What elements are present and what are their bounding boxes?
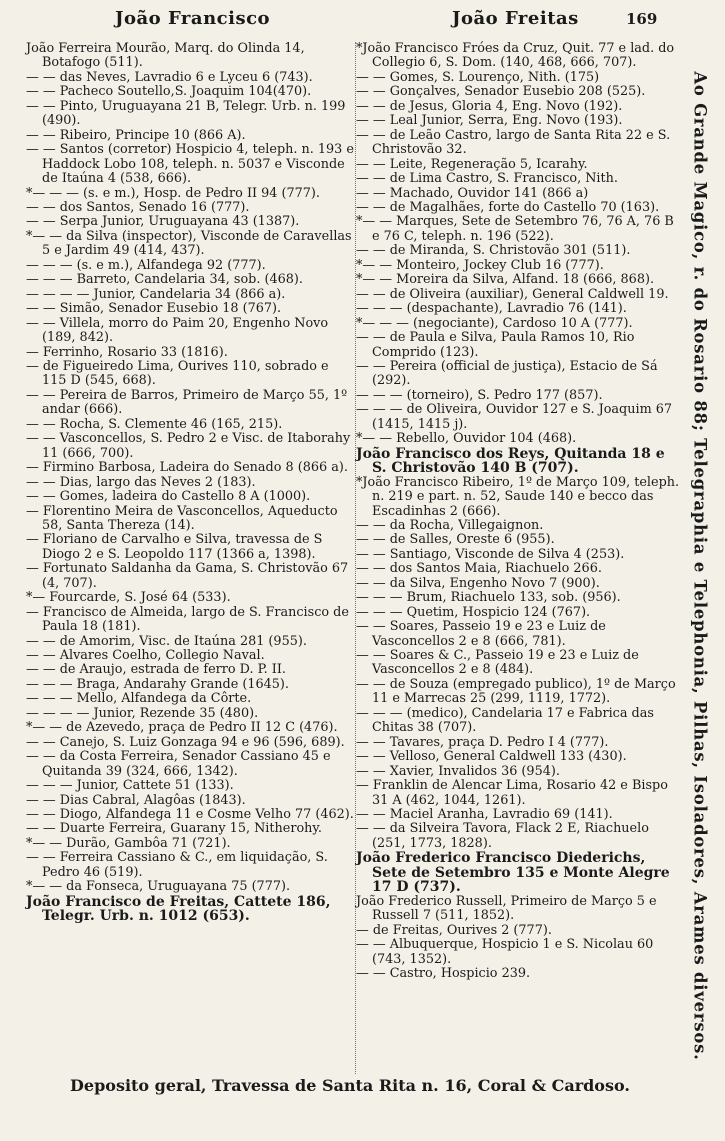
directory-entry: — — Gomes, S. Lourenço, Nith. (175) bbox=[356, 69, 600, 85]
directory-entry: — de Figueiredo Lima, Ourives 110, sobrado e 115 D (545, 668). bbox=[26, 358, 329, 389]
directory-entry: — — Pinto, Uruguayana 21 B, Telegr. Urb. n. 199 (490). bbox=[26, 98, 346, 129]
directory-entry: — — Rocha, S. Clemente 46 (165, 215). bbox=[26, 416, 283, 432]
directory-entry: — — das Neves, Lavradio 6 e Lyceu 6 (743). bbox=[26, 69, 313, 85]
directory-entry: — — Pereira (official de justiça), Estacio de Sá (292). bbox=[356, 358, 658, 389]
directory-entry: — — Duarte Ferreira, Guarany 15, Nitherohy. bbox=[26, 821, 323, 837]
directory-entry: — Firmino Barbosa, Ladeira do Senado 8 (866 a). bbox=[26, 460, 348, 476]
directory-entry: *— — de Azevedo, praça de Pedro II 12 C (476). bbox=[26, 720, 338, 736]
directory-entry: — — Ferreira Cassiano & C., em liquidação, S. Pedro 46 (519). bbox=[26, 850, 328, 880]
page-header bbox=[0, 8, 680, 34]
directory-heading-entry: João Francisco de Freitas, Cattete 186, Telegr. Urb. n. 1012 (653). bbox=[26, 893, 331, 925]
running-head-right: João Freitas bbox=[452, 8, 579, 29]
directory-entry: — — — (torneiro), S. Pedro 177 (857). bbox=[356, 387, 603, 403]
directory-entry: — — Gomes, ladeira do Castello 8 A (1000). bbox=[26, 489, 311, 505]
directory-entry: — — de Paula e Silva, Paula Ramos 10, Rio Comprido (123). bbox=[356, 330, 635, 360]
directory-entry: — — Diogo, Alfandega 11 e Cosme Velho 77 (462). bbox=[26, 807, 354, 823]
directory-entry: *— — Rebello, Ouvidor 104 (468). bbox=[356, 431, 577, 447]
directory-entry: *— Fourcarde, S. José 64 (533). bbox=[26, 590, 231, 606]
directory-entry: *— — — (negociante), Cardoso 10 A (777). bbox=[356, 315, 633, 331]
directory-entry: — — Xavier, Invalidos 36 (954). bbox=[356, 763, 560, 779]
directory-entry: — — — Braga, Andarahy Grande (1645). bbox=[26, 676, 289, 692]
directory-entry: — — Castro, Hospicio 239. bbox=[356, 966, 531, 981]
directory-entry: — de Freitas, Ourives 2 (777). bbox=[356, 922, 552, 938]
left-column bbox=[26, 42, 354, 924]
directory-entry: — — — Barreto, Candelaria 34, sob. (468). bbox=[26, 272, 303, 288]
directory-entry: — — de Souza (empregado publico), 1º de Março 11 e Marrecas 25 (299, 1119, 1772). bbox=[356, 676, 676, 707]
directory-entry: — — Leal Junior, Serra, Eng. Novo (193). bbox=[356, 113, 623, 129]
directory-entry: — — Gonçalves, Senador Eusebio 208 (525). bbox=[356, 84, 646, 100]
directory-entry: — Florentino Meira de Vasconcellos, Aqueducto 58, Santa Thereza (14). bbox=[26, 503, 338, 533]
directory-entry: João Frederico Russell, Primeiro de Março 5 e Russell 7 (511, 1852). bbox=[356, 893, 657, 924]
directory-entry: — — — Quetim, Hospicio 124 (767). bbox=[356, 604, 591, 620]
directory-entry: — — Soares & C., Passeio 19 e 23 e Luiz de Vasconcellos 2 e 8 (484). bbox=[356, 648, 639, 678]
page-number: 169 bbox=[626, 10, 658, 28]
side-advertisement bbox=[682, 40, 718, 1092]
directory-entry: *— — da Fonseca, Uruguayana 75 (777). bbox=[26, 879, 291, 895]
directory-entry: — — de Araujo, estrada de ferro D. P. II. bbox=[26, 662, 286, 678]
directory-heading-entry: João Francisco dos Reys, Quitanda 18 e S. Christovão 140 B (707). bbox=[356, 445, 665, 477]
directory-entry: — — — — Junior, Rezende 35 (480). bbox=[26, 705, 259, 721]
directory-entry: — — Alvares Coelho, Collegio Naval. bbox=[26, 648, 265, 664]
directory-entry: — — de Amorim, Visc. de Itaúna 281 (955). bbox=[26, 633, 307, 649]
directory-entry: — — da Rocha, Villegaignon. bbox=[356, 517, 544, 533]
directory-entry: — — dos Santos Maia, Riachuelo 266. bbox=[356, 561, 602, 577]
directory-entry: — — — Junior, Cattete 51 (133). bbox=[26, 778, 234, 794]
directory-entry: — Francisco de Almeida, largo de S. Francisco de Paula 18 (181). bbox=[26, 604, 349, 635]
directory-entry: — — Pereira de Barros, Primeiro de Março 55, 1º andar (666). bbox=[26, 387, 348, 418]
directory-entry: — — — (medico), Candelaria 17 e Fabrica das Chitas 38 (707). bbox=[356, 705, 654, 736]
directory-entry: — — Ribeiro, Principe 10 (866 A). bbox=[26, 127, 246, 143]
directory-entry: *— — — (s. e m.), Hosp. de Pedro II 94 (777). bbox=[26, 185, 320, 201]
directory-entry: — — de Salles, Oreste 6 (955). bbox=[356, 532, 555, 548]
directory-entry: — — — Brum, Riachuelo 133, sob. (956). bbox=[356, 590, 621, 606]
side-advertisement-text: Ao Grande Magico, r. do Rosario 88; Telegraphia e Telephonia, Pilhas, Isoladores, Arames diversos. bbox=[690, 71, 710, 1061]
directory-entry: João Ferreira Mourão, Marq. do Olinda 14, Botafogo (511). bbox=[26, 41, 305, 71]
directory-entry: — — de Magalhães, forte do Castello 70 (163). bbox=[356, 199, 660, 215]
directory-entry: — — Santos (corretor) Hospicio 4, teleph. n. 193 e Haddock Lobo 108, teleph. n. 5037 e Visconde de Itaúna 4 (538, 666). bbox=[26, 142, 354, 187]
directory-entry: *— — Monteiro, Jockey Club 16 (777). bbox=[356, 257, 604, 273]
directory-entry: — — dos Santos, Senado 16 (777). bbox=[26, 199, 250, 215]
directory-entry: — — Pacheco Soutello,S. Joaquim 104(470). bbox=[26, 84, 312, 100]
footer-advertisement: Deposito geral, Travessa de Santa Rita n. 16, Coral & Cardoso. bbox=[70, 1076, 630, 1095]
directory-entry: — — Leite, Regeneração 5, Icarahy. bbox=[356, 156, 588, 172]
directory-entry: — — de Oliveira (auxiliar), General Caldwell 19. bbox=[356, 286, 669, 302]
directory-entry: — Franklin de Alencar Lima, Rosario 42 e Bispo 31 A (462, 1044, 1261). bbox=[356, 778, 668, 808]
directory-entry: — — de Lima Castro, S. Francisco, Nith. bbox=[356, 171, 618, 187]
directory-entry: — — — — Junior, Candelaria 34 (866 a). bbox=[26, 286, 286, 302]
directory-entry: — — — de Oliveira, Ouvidor 127 e S. Joaquim 67 (1415, 1415 j). bbox=[356, 402, 673, 432]
directory-entry: — — de Miranda, S. Christovão 301 (511). bbox=[356, 243, 631, 259]
directory-entry: — — Soares, Passeio 19 e 23 e Luiz de Vasconcellos 2 e 8 (666, 781). bbox=[356, 619, 606, 649]
directory-entry: — Fortunato Saldanha da Gama, S. Christovão 67 (4, 707). bbox=[26, 561, 349, 591]
directory-entry: — — de Jesus, Gloria 4, Eng. Novo (192). bbox=[356, 98, 623, 114]
directory-entry: — — da Silva, Engenho Novo 7 (900). bbox=[356, 575, 600, 591]
directory-entry: — — — Mello, Alfandega da Côrte. bbox=[26, 691, 252, 707]
directory-entry: — — — (despachante), Lavradio 76 (141). bbox=[356, 301, 627, 317]
directory-entry: — — de Leão Castro, largo de Santa Rita 22 e S. Christovão 32. bbox=[356, 127, 671, 158]
directory-entry: — Floriano de Carvalho e Silva, travessa de S Diogo 2 e S. Leopoldo 117 (1366 a, 1398). bbox=[26, 532, 323, 562]
directory-entry: — — da Costa Ferreira, Senador Cassiano 45 e Quitanda 39 (324, 666, 1342). bbox=[26, 749, 331, 779]
directory-entry: — — Maciel Aranha, Lavradio 69 (141). bbox=[356, 807, 613, 823]
directory-entry: — — Santiago, Visconde de Silva 4 (253). bbox=[356, 546, 625, 562]
directory-entry: *João Francisco Fróes da Cruz, Quit. 77 e lad. do Collegio 6, S. Dom. (140, 468, 666, 707). bbox=[356, 41, 675, 71]
directory-heading-entry: João Frederico Francisco Diederichs, Sete de Setembro 135 e Monte Alegre 17 D (737). bbox=[356, 850, 670, 896]
directory-entry: — — Canejo, S. Luiz Gonzaga 94 e 96 (596, 689). bbox=[26, 734, 345, 750]
running-head-left: João Francisco bbox=[115, 8, 271, 29]
directory-entry: *— — da Silva (inspector), Visconde de Caravellas 5 e Jardim 49 (414, 437). bbox=[26, 228, 352, 259]
directory-entry: *João Francisco Ribeiro, 1º de Março 109, teleph. n. 219 e part. n. 52, Saude 140 e becco das Escadinhas 2 (666). bbox=[356, 474, 680, 519]
directory-entry: *— — Durão, Gambôa 71 (721). bbox=[26, 835, 231, 851]
right-column bbox=[356, 42, 682, 981]
directory-entry: — — Machado, Ouvidor 141 (866 a) bbox=[356, 185, 589, 201]
directory-entry: — — Serpa Junior, Uruguayana 43 (1387). bbox=[26, 214, 300, 230]
directory-entry: — — Vasconcellos, S. Pedro 2 e Visc. de Itaborahy 11 (666, 700). bbox=[26, 431, 351, 461]
directory-entry: — — Villela, morro do Paim 20, Engenho Novo (189, 842). bbox=[26, 315, 329, 346]
directory-entry: *— — Marques, Sete de Setembro 76, 76 A, 76 B e 76 C, teleph. n. 196 (522). bbox=[356, 214, 674, 244]
directory-entry: — — — (s. e m.), Alfandega 92 (777). bbox=[26, 257, 266, 273]
directory-entry: — — Dias Cabral, Alagôas (1843). bbox=[26, 792, 246, 808]
directory-entry: — Ferrinho, Rosario 33 (1816). bbox=[26, 344, 228, 360]
directory-entry: — — Albuquerque, Hospicio 1 e S. Nicolau 60 (743, 1352). bbox=[356, 937, 654, 967]
directory-entry: — — Simão, Senador Eusebio 18 (767). bbox=[26, 301, 282, 317]
directory-entry: — — da Silveira Tavora, Flack 2 E, Riachuelo (251, 1773, 1828). bbox=[356, 821, 649, 851]
directory-entry: — — Tavares, praça D. Pedro I 4 (777). bbox=[356, 734, 609, 750]
directory-entry: — — Dias, largo das Neves 2 (183). bbox=[26, 474, 256, 490]
directory-entry: *— — Moreira da Silva, Alfand. 18 (666, 868). bbox=[356, 272, 655, 288]
directory-entry: — — Velloso, General Caldwell 133 (430). bbox=[356, 749, 627, 765]
